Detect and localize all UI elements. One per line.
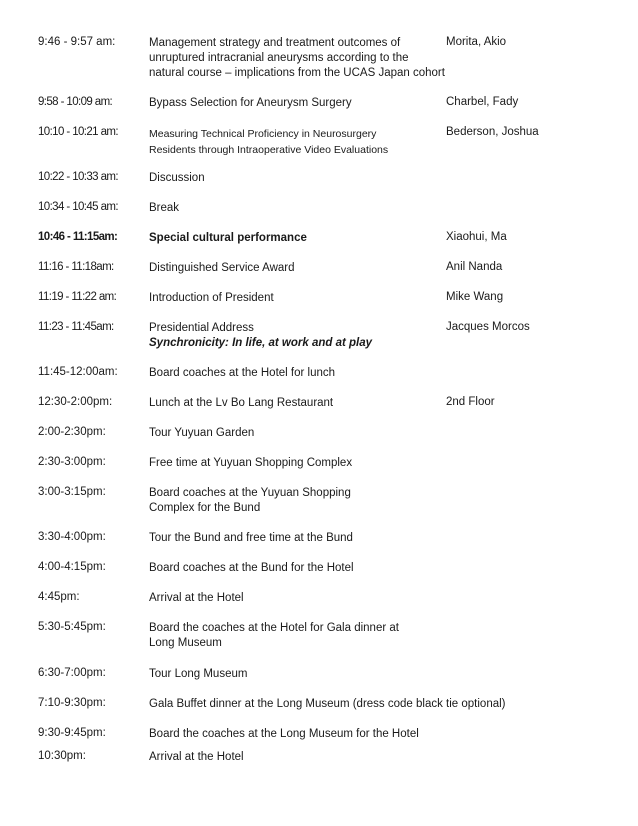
time-slot: 9:30-9:45pm: bbox=[38, 727, 106, 739]
title-line: Long Museum bbox=[149, 637, 222, 649]
time-slot: 11:16 - 11:18am: bbox=[38, 261, 114, 273]
time-slot: 10:30pm: bbox=[38, 750, 86, 762]
title-line: Board coaches at the Bund for the Hotel bbox=[149, 562, 354, 574]
time-slot: 9:46 - 9:57 am: bbox=[38, 36, 116, 48]
time-slot: 12:30-2:00pm: bbox=[38, 396, 113, 408]
session-title bbox=[149, 231, 445, 246]
speaker: Mike Wang bbox=[446, 291, 504, 303]
title-line: unruptured intracranial aneurysms according to the bbox=[149, 52, 409, 64]
session-title bbox=[149, 426, 445, 441]
speaker: Xiaohui, Ma bbox=[446, 231, 507, 243]
session-title bbox=[149, 171, 445, 186]
session-title bbox=[149, 486, 445, 516]
title-line: Bypass Selection for Aneurysm Surgery bbox=[149, 97, 352, 109]
title-line: Tour the Bund and free time at the Bund bbox=[149, 532, 353, 544]
title-line: Board the coaches at the Hotel for Gala dinner at bbox=[149, 622, 399, 634]
title-line: Residents through Intraoperative Video Evaluations bbox=[149, 144, 389, 156]
time-slot: 11:19 - 11:22 am: bbox=[38, 291, 117, 303]
time-slot: 3:30-4:00pm: bbox=[38, 531, 106, 543]
session-title bbox=[149, 531, 445, 546]
session-title bbox=[149, 96, 445, 111]
title-line: Arrival at the Hotel bbox=[149, 751, 244, 763]
title-line: Special cultural performance bbox=[149, 232, 307, 244]
title-line: Gala Buffet dinner at the Long Museum (dress code black tie optional) bbox=[149, 698, 506, 710]
session-title bbox=[149, 321, 445, 351]
session-title bbox=[149, 750, 445, 765]
time-slot: 11:23 - 11:45am: bbox=[38, 321, 114, 333]
speaker: Morita, Akio bbox=[446, 36, 507, 48]
title-line: Board coaches at the Hotel for lunch bbox=[149, 367, 336, 379]
time-slot: 2:30-3:00pm: bbox=[38, 456, 106, 468]
session-title bbox=[149, 201, 445, 216]
session-title bbox=[149, 126, 445, 158]
time-slot: 4:00-4:15pm: bbox=[38, 561, 106, 573]
title-line: Introduction of President bbox=[149, 292, 274, 304]
time-slot: 6:30-7:00pm: bbox=[38, 667, 106, 679]
speaker: Anil Nanda bbox=[446, 261, 503, 273]
session-title bbox=[149, 667, 445, 682]
time-slot: 2:00-2:30pm: bbox=[38, 426, 106, 438]
session-title bbox=[149, 456, 445, 471]
time-slot: 9:58 - 10:09 am: bbox=[38, 96, 113, 108]
title-line: Tour Long Museum bbox=[149, 668, 248, 680]
title-line: Arrival at the Hotel bbox=[149, 592, 244, 604]
title-line: Lunch at the Lv Bo Lang Restaurant bbox=[149, 397, 334, 409]
title-line: Discussion bbox=[149, 172, 205, 184]
time-slot: 7:10-9:30pm: bbox=[38, 697, 106, 709]
session-title bbox=[149, 561, 445, 576]
session-title bbox=[149, 396, 445, 411]
title-line: Board coaches at the Yuyuan Shopping bbox=[149, 487, 351, 499]
speaker: Charbel, Fady bbox=[446, 96, 519, 108]
title-line: Management strategy and treatment outcomes of bbox=[149, 37, 401, 49]
title-line: Board the coaches at the Long Museum for the Hotel bbox=[149, 728, 419, 740]
time-slot: 5:30-5:45pm: bbox=[38, 621, 106, 633]
time-slot: 3:00-3:15pm: bbox=[38, 486, 106, 498]
time-slot: 4:45pm: bbox=[38, 591, 80, 603]
time-slot: 10:10 - 10:21 am: bbox=[38, 126, 118, 138]
title-line: Tour Yuyuan Garden bbox=[149, 427, 255, 439]
title-line: Complex for the Bund bbox=[149, 502, 261, 514]
session-title bbox=[149, 36, 445, 81]
title-line: Distinguished Service Award bbox=[149, 262, 295, 274]
time-slot: 10:46 - 11:15am: bbox=[38, 231, 118, 243]
session-title bbox=[149, 697, 609, 712]
session-title bbox=[149, 261, 445, 276]
title-line: Break bbox=[149, 202, 180, 214]
address-subtitle: Synchronicity: In life, at work and at play bbox=[149, 337, 373, 349]
session-title bbox=[149, 291, 445, 306]
session-title bbox=[149, 727, 609, 742]
title-line: natural course – implications from the UCAS Japan cohort bbox=[149, 67, 445, 79]
session-title bbox=[149, 621, 445, 651]
session-title bbox=[149, 366, 445, 381]
time-slot: 11:45-12:00am: bbox=[38, 366, 118, 378]
title-line: Presidential Address bbox=[149, 322, 254, 334]
time-slot: 10:22 - 10:33 am: bbox=[38, 171, 118, 183]
session-title bbox=[149, 591, 445, 606]
speaker: Jacques Morcos bbox=[446, 321, 530, 333]
time-slot: 10:34 - 10:45 am: bbox=[38, 201, 118, 213]
speaker: Bederson, Joshua bbox=[446, 126, 539, 138]
speaker: 2nd Floor bbox=[446, 396, 495, 408]
title-line: Measuring Technical Proficiency in Neurosurgery bbox=[149, 128, 377, 140]
title-line: Free time at Yuyuan Shopping Complex bbox=[149, 457, 353, 469]
